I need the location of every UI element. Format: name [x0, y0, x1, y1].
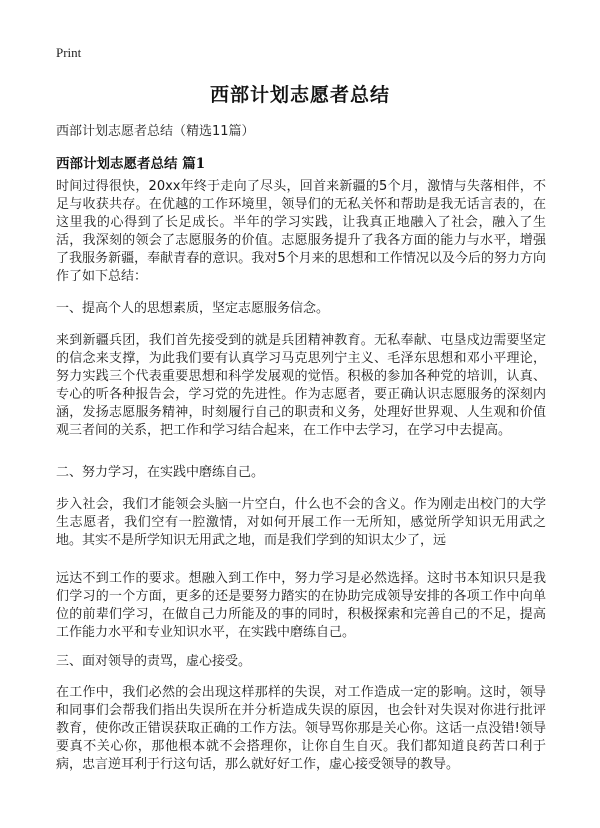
point-one-heading: 一、提高个人的思想素质，坚定志愿服务信念。: [56, 301, 330, 316]
document-subtitle: 西部计划志愿者总结（精选11篇）: [56, 124, 255, 139]
paragraph-point-three: 在工作中，我们必然的会出现这样那样的失误，对工作造成一定的影响。这时，领导和同事们会帮我们指出失误所在并分析造成失误的原因，也会针对失误对你进行批评教育，使你改正错误获取正确的工作方法。领导骂你那是关心你。这话一点没错!领导要真不关心你，那他根本就不会搭理你，让你自生自灭。我们都知道良药苦口利于病，忠言逆耳利于行这句话，那么就好好工作，虚心接受领导的教导。: [56, 685, 546, 772]
point-two-heading: 二、努力学习，在实践中磨练自己。: [56, 465, 265, 480]
paragraph-point-one: 来到新疆兵团，我们首先接受到的就是兵团精神教育。无私奉献、屯垦戍边需要坚定的信念来支撑，为此我们要有认真学习马克思列宁主义、毛泽东思想和邓小平理论，努力实践三个代表重要思想和科学发展观的觉悟。积极的参加各种党的培训，认真、专心的听各种报告会，学习党的先进性。作为志愿者，要正确认识志愿服务的深刻内涵，发扬志愿服务精神，时刻履行自己的职责和义务，处理好世界观、人生观和价值观三者间的关系，把工作和学习结合起来，在工作中去学习，在学习中去提高。: [56, 333, 546, 438]
point-three-heading: 三、面对领导的责骂，虚心接受。: [56, 654, 252, 669]
paragraph-point-two-part2: 远达不到工作的要求。想融入到工作中，努力学习是必然选择。这时书本知识只是我们学习的一个方面，更多的还是要努力踏实的在协助完成领导安排的各项工作中向单位的前辈们学习，在做自己力所能及的事的同时，积极探索和完善自己的不足，提高工作能力水平和专业知识水平，在实践中磨练自己。: [56, 571, 546, 640]
print-link[interactable]: Print: [56, 45, 82, 60]
page-title: 西部计划志愿者总结: [209, 84, 390, 106]
section-heading: 西部计划志愿者总结 篇1: [56, 156, 206, 172]
paragraph-point-two-part1: 步入社会，我们才能领会头脑一片空白，什么也不会的含义。作为刚走出校门的大学生志愿者，我们空有一腔激情，对如何开展工作一无所知，感觉所学知识无用武之地。其实不是所学知识无用武之地，而是我们学到的知识太少了，远: [56, 497, 546, 548]
paragraph-intro: 时间过得很快，20xx年终于走向了尽头，回首来新疆的5个月，激情与失落相伴，不足与收获共存。在优越的工作环境里，领导们的无私关怀和帮助是我无话言表的，在这里我的心得到了长足成长。半年的学习实践，让我真正地融入了社会，融入了生活，我深刻的领会了志愿服务的价值。志愿服务提升了我各方面的能力与水平，增强了我服务新疆，奉献青春的意识。我对5个月来的思想和工作情况以及今后的努力方向作了如下总结：: [56, 179, 546, 284]
